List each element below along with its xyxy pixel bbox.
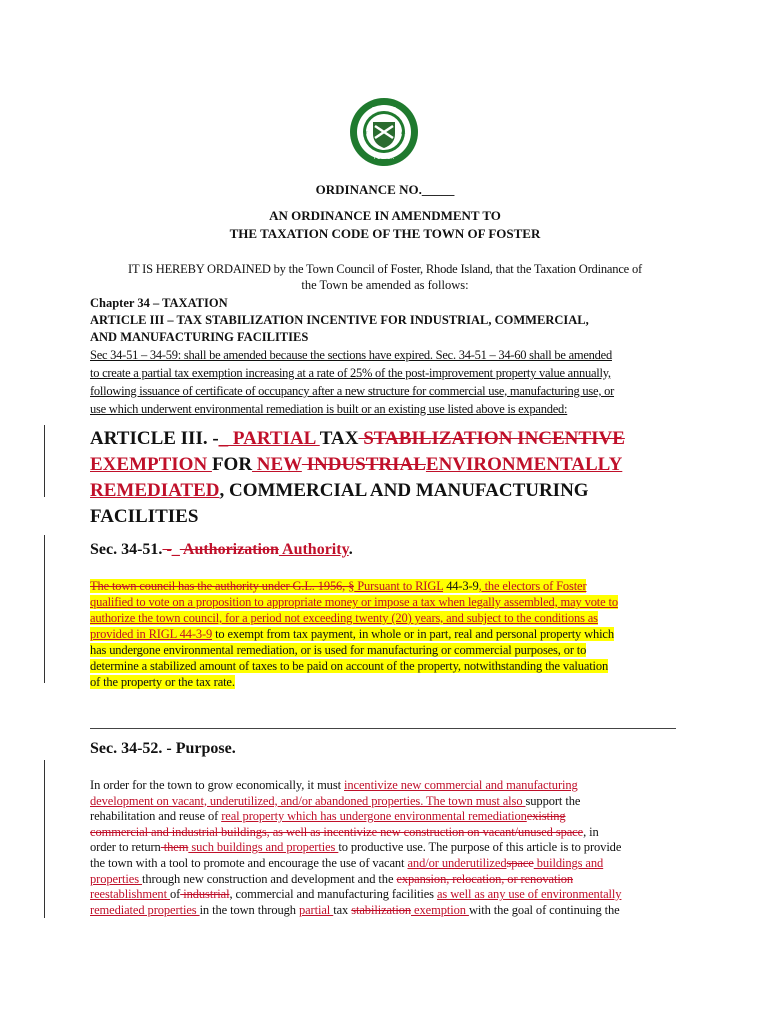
ordinance-title-line1: AN ORDINANCE IN AMENDMENT TO <box>269 208 501 223</box>
change-bar <box>44 760 45 918</box>
seal-top-text: TOWN OF <box>372 107 396 113</box>
article-summary-line1: ARTICLE III – TAX STABILIZATION INCENTIVE FOR INDUSTRIAL, COMMERCIAL, <box>90 313 589 327</box>
article-summary-line2: AND MANUFACTURING FACILITIES <box>90 330 309 344</box>
sec-34-52-heading: Sec. 34-52. - Purpose. <box>90 740 236 757</box>
ordinance-number: ORDINANCE NO._____ <box>315 182 455 197</box>
note-line: to create a partial tax exemption increasing at a rate of 25% of the post-improvement property value annually, <box>90 366 611 380</box>
note-line: use which underwent environmental remediation is built or an existing use listed above is expanded: <box>90 402 568 416</box>
chapter-heading: Chapter 34 – TAXATION <box>90 296 228 310</box>
note-line: following issuance of certificate of occupancy after a new structure for commercial use, manufacturing use, or <box>90 384 615 398</box>
ordained-line2: the Town be amended as follows: <box>301 278 469 292</box>
note-line: Sec 34-51 – 34-59: shall be amended because the sections have expired. Sec. 34-51 – 34-60 shall be amended <box>90 348 612 362</box>
seal-year-left: 17 <box>363 130 368 135</box>
article-heading: ARTICLE III. -_ PARTIAL TAX STABILIZATION INCENTIVE EXEMPTION FOR NEW INDUSTRIALENVIRONMENTALLY REMEDIATED, COMMERCIAL AND MANUFACTURING FACILITIES <box>90 428 625 527</box>
seal-bottom-text: FOSTER <box>373 155 395 161</box>
amendment-note <box>90 347 680 417</box>
seal-year-right: 81 <box>401 130 406 135</box>
town-seal-logo <box>348 96 420 168</box>
ordinance-title-line2: THE TAXATION CODE OF THE TOWN OF FOSTER <box>229 226 541 241</box>
change-bar <box>44 535 45 683</box>
change-bar <box>44 425 45 497</box>
sec-34-52-body: In order for the town to grow economically, it must incentivize new commercial and manufacturing development on vacant, underutilized, and/or abandoned properties. The town must also support the rehabilitation and reuse of real property which has undergone environmental remediationexisting commercial and industrial buildings, as well as incentivize new construction on vacant/unused space, in order to return them such buildings and properties to productive use. The purpose of this article is to provide the town with a tool to promote and encourage the use of vacant and/or underutilizedspace buildings and properties through new construction and development and the expansion, relocation, or renovation reestablishment of industrial, commercial and manufacturing facilities as well as any use of environmentally remediated properties in the town through partial tax stabilization exemption with the goal of continuing the <box>90 778 622 917</box>
sec-34-51-body: The town council has the authority under G.L. 1956, § Pursuant to RIGL 44-3-9, the electors of Foster qualified to vote on a proposition to appropriate money or impose a tax when legally assembled, may vote to authorize the town council, for a period not exceeding twenty (20) years, and subject to the conditions as provided in RIGL 44-3-9 to exempt from tax payment, in whole or in part, real and personal property which has undergone environmental remediation, or is used for manufacturing or commercial purposes, or to determine a stabilized amount of taxes to be paid on account of the property, notwithstanding the valuation of the property or the tax rate. <box>90 579 618 689</box>
sec-34-51-heading: Sec. 34-51. -_ Authorization Authority. <box>90 541 353 558</box>
ordained-line1: IT IS HEREBY ORDAINED by the Town Council of Foster, Rhode Island, that the Taxation Ordinance of <box>128 262 642 276</box>
section-divider <box>90 728 676 729</box>
